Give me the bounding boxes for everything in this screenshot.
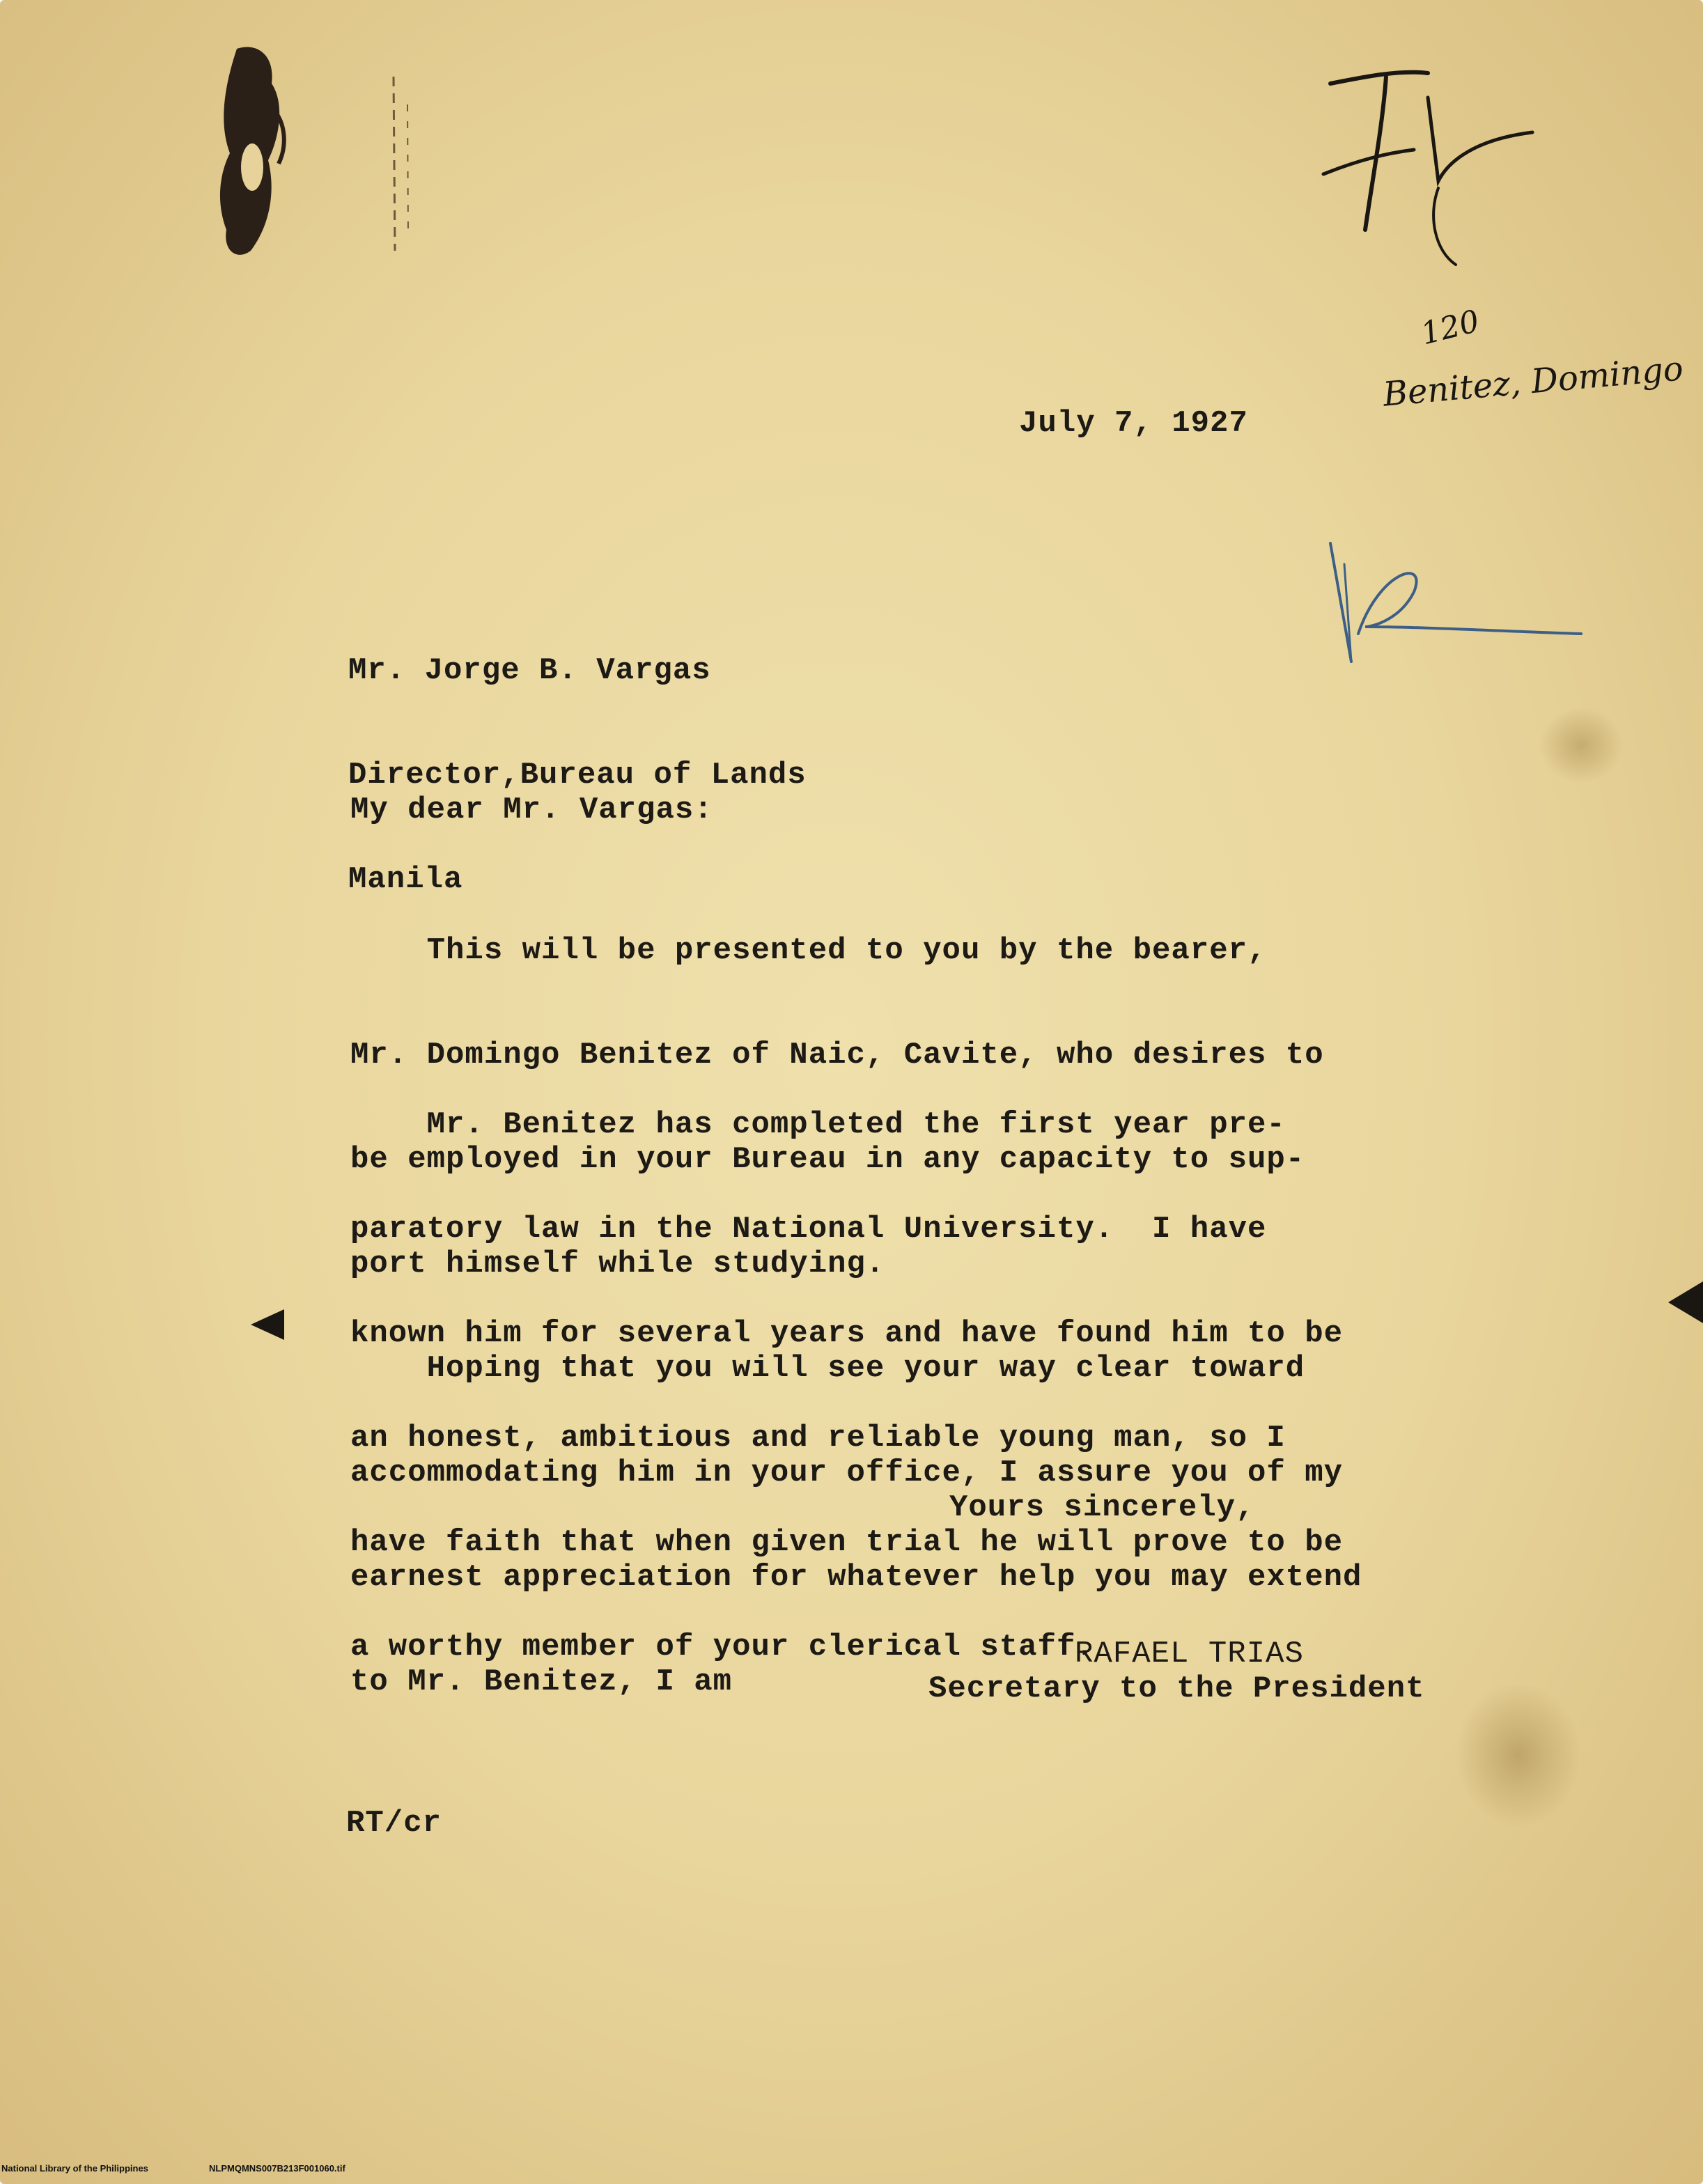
body-line: port himself while studying.	[350, 1247, 885, 1281]
body-line: Mr. Benitez has completed the first year pre-	[350, 1107, 1286, 1142]
body-line: a worthy member of your clerical staff.	[350, 1630, 1095, 1664]
body-line: be employed in your Bureau in any capacity to sup-	[350, 1142, 1305, 1177]
body-line: to Mr. Benitez, I am	[350, 1664, 733, 1699]
salutation: My dear Mr. Vargas:	[350, 793, 713, 827]
closing: Yours sincerely,	[949, 1490, 1255, 1525]
address-line: Director,Bureau of Lands	[348, 758, 807, 793]
burn-mark	[209, 42, 300, 265]
body-line: known him for several years and have found him to be	[350, 1316, 1344, 1351]
body-line: earnest appreciation for whatever help you may extend	[350, 1560, 1362, 1595]
body-line: paratory law in the National University. I have	[350, 1212, 1267, 1247]
file-id: NLPMQMNS007B213F001060.tif	[209, 2163, 345, 2174]
initial-mark-blue	[1316, 529, 1588, 669]
body-line: an honest, ambitious and reliable young man, so I	[350, 1421, 1286, 1456]
signer-name: RAFAEL TRIAS	[1075, 1637, 1304, 1671]
typist-initials: RT/cr	[346, 1806, 442, 1841]
body-line: Hoping that you will see your way clear toward	[350, 1351, 1305, 1386]
signer-title: Secretary to the President	[928, 1671, 1425, 1706]
library-name: National Library of the Philippines	[1, 2163, 148, 2174]
address-line: Manila	[348, 862, 463, 897]
body-line: This will be presented to you by the bearer,	[350, 933, 1267, 968]
letter-date: July 7, 1927	[1019, 406, 1248, 441]
address-line: Mr. Jorge B. Vargas	[348, 653, 711, 688]
margin-notch	[251, 1309, 284, 1340]
name-note: Benitez, Domingo	[1381, 349, 1685, 414]
body-line: have faith that when given trial he will prove to be	[350, 1525, 1344, 1560]
body-line: accommodating him in your office, I assure you of my	[350, 1456, 1344, 1490]
body-line: Mr. Domingo Benitez of Naic, Cavite, who desires to	[350, 1038, 1324, 1072]
file-note-handwriting	[1309, 56, 1560, 286]
edge-notch	[1668, 1281, 1703, 1323]
archive-footer	[0, 2156, 1703, 2184]
paper-crease	[387, 77, 414, 251]
number-note: 120	[1417, 303, 1483, 352]
